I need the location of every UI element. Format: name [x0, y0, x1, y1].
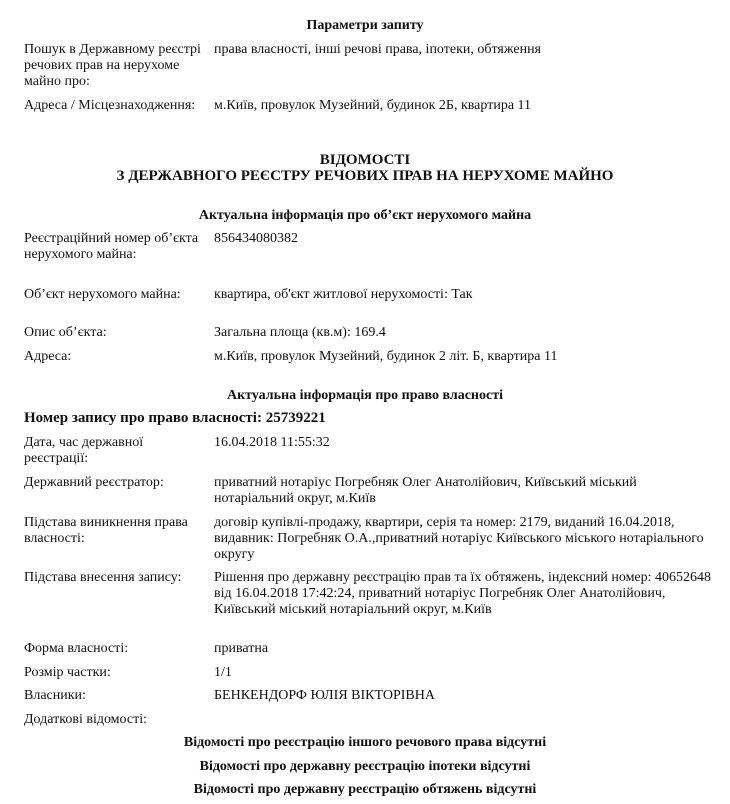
query-address-label: Адреса / Місцезнаходження: [24, 98, 196, 113]
ownership-owners-value: БЕНКЕНДОРФ ЮЛІЯ ВІКТОРІВНА [214, 688, 435, 703]
ownership-entry-basis-row [24, 570, 714, 636]
property-reg-number-label: Реєстраційний номер об’єкта нерухомого майна: [24, 231, 199, 262]
ownership-date-label: Дата, час державної реєстрації: [24, 435, 144, 466]
query-address-row [24, 98, 714, 132]
ownership-share-row [24, 665, 714, 681]
ownership-date-row [24, 435, 714, 469]
ownership-extra-label: Додаткові відомості: [24, 712, 148, 727]
ownership-entry-basis-label: Підстава внесення запису: [24, 570, 182, 585]
property-description-label: Опис об’єкта: [24, 325, 107, 340]
ownership-registrar-label: Державний реєстратор: [24, 475, 164, 490]
property-heading: Актуальна інформація про об’єкт нерухомого майна [198, 208, 532, 223]
property-object-row [24, 287, 714, 321]
ownership-record-number: Номер запису про право власності: 25739221 [24, 410, 326, 426]
ownership-basis-value: договір купівлі-продажу, квартири, серія та номер: 2179, виданий 16.04.2018, видавник: Погребняк О.А.,приватний нотаріус Київського міського нотаріального округу [214, 515, 704, 562]
property-address-label: Адреса: [24, 349, 72, 364]
property-reg-number-value: 856434080382 [214, 231, 298, 246]
ownership-share-value: 1/1 [214, 665, 232, 680]
document-title-line1: ВІДОМОСТІ [319, 152, 411, 168]
ownership-registrar-value: приватний нотаріус Погребняк Олег Анатолійович, Київський міський нотаріальний округ, м.Київ [214, 475, 637, 506]
ownership-form-label: Форма власності: [24, 641, 129, 656]
footer-encumbrances: Відомості про державну реєстрацію обтяжень відсутні [193, 782, 537, 797]
property-object-label: Об’єкт нерухомого майна: [24, 287, 181, 302]
query-search-label: Пошук в Державному реєстрі речових прав на нерухоме майно про: [24, 42, 201, 89]
property-address-row [24, 349, 714, 365]
footer-other-rights: Відомості про реєстрацію іншого речового права відсутні [183, 735, 547, 750]
query-heading: Параметри запиту [306, 18, 424, 33]
ownership-date-value: 16.04.2018 11:55:32 [214, 435, 330, 450]
ownership-extra-row [24, 712, 714, 728]
ownership-registrar-row [24, 475, 714, 509]
footer-mortgage: Відомості про державну реєстрацію іпотеки відсутні [199, 759, 531, 774]
ownership-owners-label: Власники: [24, 688, 86, 703]
query-search-row [24, 42, 714, 92]
property-description-value: Загальна площа (кв.м): 169.4 [214, 325, 386, 340]
property-reg-number-row [24, 231, 714, 281]
ownership-entry-basis-value: Рішення про державну реєстрацію прав та їх обтяжень, індексний номер: 40652648 від 16.04.2018 17:42:24, приватний нотаріус Погребняк Олег Анатолійович, Київський міський нотаріальний округ, м.Київ [214, 570, 712, 617]
ownership-basis-row [24, 515, 714, 565]
document-title-line2: З ДЕРЖАВНОГО РЕЄСТРУ РЕЧОВИХ ПРАВ НА НЕРУХОМЕ МАЙНО [116, 168, 614, 184]
query-search-value: права власності, інші речові права, іпотеки, обтяження [214, 42, 541, 57]
ownership-form-value: приватна [214, 641, 269, 656]
property-address-value: м.Київ, провулок Музейний, будинок 2 літ. Б, квартира 11 [214, 349, 558, 364]
ownership-share-label: Розмір частки: [24, 665, 111, 680]
ownership-form-row [24, 641, 714, 657]
ownership-basis-label: Підстава виникнення права власності: [24, 515, 188, 546]
ownership-owners-row [24, 688, 714, 704]
property-object-value: квартира, об'єкт житлової нерухомості: Так [214, 287, 473, 302]
ownership-heading: Актуальна інформація про право власності [227, 388, 503, 403]
property-description-row [24, 325, 714, 341]
query-address-value: м.Київ, провулок Музейний, будинок 2Б, квартира 11 [214, 98, 532, 113]
